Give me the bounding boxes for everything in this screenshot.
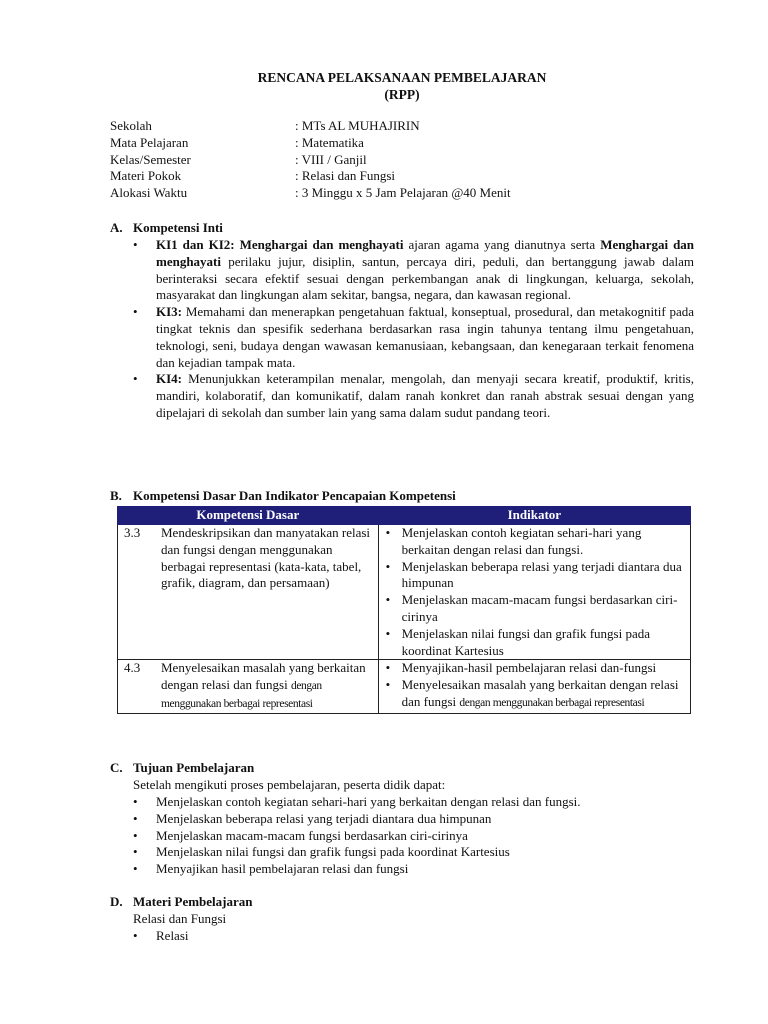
- materi-list: [133, 928, 556, 945]
- list-item: [133, 794, 716, 811]
- ki12-label-2: Menghargai dan menghayati: [156, 237, 695, 269]
- ki4-text: Menunjukkan keterampilan menalar, mengolah, dan menyaji secara kreatif, produktif, kritis, mandiri, kolaboratif, dan komunikatif, dalam ranah konkret dan ranah abstrak sesuai dengan yang dipelajari di sekolah dan sumber lain yang sama dalam sudut pandang teori.: [156, 371, 694, 420]
- section-letter: C.: [110, 760, 123, 775]
- tujuan-text: Menyajikan hasil pembelajaran relasi dan fungsi: [156, 861, 409, 877]
- kd-text: Mendeskripsikan dan manyatakan relasi dan fungsi dengan menggunakan berbagai representasi (kata-kata, tabel, grafik, diagram, dan persamaan): [161, 525, 371, 591]
- tujuan-text: Menjelaskan macam-macam fungsi berdasarkan ciri-cirinya: [156, 827, 468, 843]
- ki4-label: KI4:: [156, 371, 182, 387]
- tujuan-text: Menjelaskan beberapa relasi yang terjadi diantara dua himpunan: [156, 810, 492, 826]
- bullet-icon: •: [133, 237, 138, 252]
- identity-label: Alokasi Waktu: [110, 185, 188, 201]
- kd-cell: [118, 660, 379, 713]
- indikator-text: Menjelaskan macam-macam fungsi berdasarkan ciri-cirinya: [401, 592, 678, 624]
- materi-text: Relasi: [156, 928, 189, 943]
- identity-value: : 3 Minggu x 5 Jam Pelajaran @40 Menit: [295, 185, 511, 201]
- section-title: Kompetensi Dasar Dan Indikator Pencapaian Kompetensi: [133, 488, 456, 503]
- identity-block: [110, 118, 511, 202]
- list-item: [133, 844, 716, 861]
- identity-label: Sekolah: [110, 118, 152, 133]
- bullet-icon: •: [385, 677, 391, 693]
- indikator-text-b: dengan menggunakan berbagai representasi: [459, 696, 645, 709]
- indikator-text: Menjelaskan beberapa relasi yang terjadi diantara dua himpunan: [401, 558, 682, 591]
- ki3-text: Memahami dan menerapkan pengetahuan faktual, konseptual, prosedural, dan metakognitif pada tingkat teknis dan spesifik sederhana berdasarkan rasa ingin tahunya tentang ilmu pengetahuan, teknologi, seni, budaya dengan wawasan kemanusiaan, kebangsaan, dan kenegaraan terkait fenomena dan kejadian tampak mata.: [156, 304, 695, 370]
- table-row: [118, 660, 691, 713]
- section-title: Materi Pembelajaran: [133, 894, 253, 909]
- indikator-text: Menjelaskan nilai fungsi dan grafik fungsi pada koordinat Kartesius: [401, 625, 651, 658]
- section-d-heading: [110, 894, 252, 911]
- identity-value: : Matematika: [295, 134, 364, 150]
- kompetensi-inti-list: [133, 237, 695, 422]
- section-letter: D.: [110, 894, 123, 909]
- ki12-text-b: perilaku jujur, disiplin, santun, percaya diri, peduli, dan bertanggung jawab dalam berinteraksi secara efektif sesuai dengan perkembangan anak di lingkungan, keluarga, sekolah, masyarakat dan lingkungan alam sekitar, bangsa, negara, dan kawasan regional.: [156, 253, 694, 303]
- indikator-item: [385, 677, 686, 712]
- list-item: [133, 810, 716, 828]
- section-letter: A.: [110, 220, 123, 235]
- kd-text-b: dengan menggunakan berbagai representasi: [161, 680, 322, 710]
- bullet-icon: •: [133, 844, 138, 860]
- identity-value: : MTs AL MUHAJIRIN: [295, 118, 420, 133]
- list-item: [133, 237, 695, 304]
- indikator-item: [385, 525, 686, 559]
- doc-subtitle: (RPP): [384, 87, 420, 102]
- indikator-item: [385, 660, 686, 677]
- table-row: [118, 525, 691, 660]
- list-item: [133, 827, 716, 845]
- indikator-cell: [378, 525, 690, 660]
- section-title: Tujuan Pembelajaran: [133, 760, 255, 775]
- list-item: [133, 861, 716, 878]
- indikator-text-a: Menyelesaikan masalah yang berkaitan dengan relasi dan fungsi: [401, 677, 679, 709]
- table-header-row: [118, 507, 691, 525]
- identity-row: [110, 168, 511, 185]
- bullet-icon: •: [385, 592, 391, 608]
- bullet-icon: •: [133, 928, 138, 943]
- section-c-heading: [110, 760, 254, 777]
- bullet-icon: •: [133, 861, 138, 877]
- kd-text-a: Menyelesaikan masalah yang berkaitan dengan relasi dan fungsi: [161, 660, 366, 693]
- identity-row: [110, 185, 511, 202]
- column-header-indikator: Indikator: [378, 507, 690, 525]
- bullet-icon: •: [385, 660, 391, 676]
- kd-cell: [118, 525, 379, 660]
- bullet-icon: •: [133, 810, 138, 826]
- identity-row: [110, 118, 511, 135]
- indikator-item: [385, 592, 686, 626]
- doc-title: RENCANA PELAKSANAAN PEMBELAJARAN: [257, 70, 547, 85]
- kd-number: 3.3: [124, 525, 141, 540]
- bullet-icon: •: [385, 525, 391, 540]
- identity-row: [110, 135, 511, 152]
- list-item: [133, 928, 556, 945]
- materi-intro: Relasi dan Fungsi: [133, 911, 227, 926]
- bullet-icon: •: [133, 371, 138, 387]
- identity-label: Kelas/Semester: [110, 151, 191, 167]
- bullet-icon: •: [133, 794, 138, 809]
- indikator-text: Menjelaskan contoh kegiatan sehari-hari yang berkaitan dengan relasi dan fungsi.: [401, 525, 642, 557]
- ki3-label: KI3:: [156, 304, 182, 320]
- list-item: [133, 371, 694, 421]
- tujuan-text: Menjelaskan nilai fungsi dan grafik fungsi pada koordinat Kartesius: [156, 844, 510, 860]
- bullet-icon: •: [133, 304, 138, 320]
- identity-value: : Relasi dan Fungsi: [295, 168, 396, 184]
- section-letter: B.: [110, 488, 122, 503]
- ki12-text-a: ajaran agama yang dianutnya serta: [408, 237, 596, 252]
- indikator-item: [385, 625, 686, 660]
- ki12-label: KI1 dan KI2: Menghargai dan menghayati: [156, 237, 404, 252]
- section-b-heading: [110, 488, 456, 505]
- indikator-item: [385, 558, 686, 593]
- identity-row: [110, 152, 511, 169]
- bullet-icon: •: [385, 625, 391, 641]
- indikator-cell: [378, 660, 690, 713]
- indikator-text: Menyajikan-hasil pembelajaran relasi dan-fungsi: [401, 660, 657, 676]
- section-title: Kompetensi Inti: [133, 220, 223, 235]
- identity-label: Mata Pelajaran: [110, 134, 189, 150]
- tujuan-intro: Setelah mengikuti proses pembelajaran, peserta didik dapat:: [133, 777, 446, 792]
- identity-value: : VIII / Ganjil: [295, 151, 367, 167]
- kd-text: [161, 660, 378, 712]
- kd-number: 4.3: [124, 660, 141, 676]
- bullet-icon: •: [385, 558, 391, 574]
- tujuan-text: Menjelaskan contoh kegiatan sehari-hari yang berkaitan dengan relasi dan fungsi.: [156, 794, 581, 809]
- column-header-kd: Kompetensi Dasar: [118, 507, 379, 525]
- tujuan-list: [133, 794, 716, 878]
- section-a-heading: [110, 220, 223, 237]
- list-item: [133, 304, 695, 371]
- bullet-icon: •: [133, 827, 138, 843]
- kd-indikator-table: [117, 506, 691, 714]
- identity-label: Materi Pokok: [110, 168, 182, 184]
